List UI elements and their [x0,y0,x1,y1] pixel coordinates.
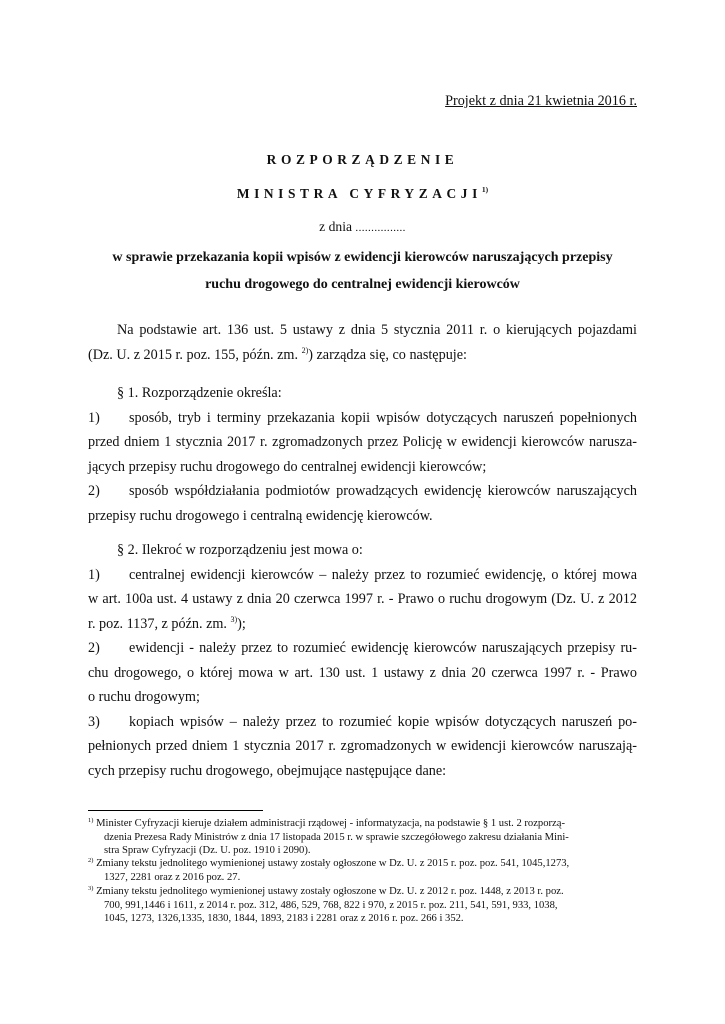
date-placeholder: ................ [355,222,406,234]
p1-item-1-line-2: przed dniem 1 stycznia 2017 r. zgromadzonych przez Policję w ewidencji kierowców narusza- [88,434,637,450]
paragraph-1-heading: § 1. Rozporządzenie określa: [117,385,282,401]
footnote-2-line-1 [88,857,637,871]
p2-item-1-text-b: ); [237,615,246,632]
footnote-3-text: Zmiany tekstu jednolitego wymienionej ustawy zostały ogłoszone w Dz. U. z 2012 r. poz. 1448, z 2013 r. poz. [96,886,564,897]
footnote-1-mark: 1) [88,817,94,824]
subject-line-1: w sprawie przekazania kopii wpisów z ewidencji kierowców naruszających przepisy [112,250,613,265]
p2-item-2-line-1 [88,636,637,661]
footnote-2-line-2: 1327, 2281 oraz z 2016 poz. 27. [104,871,241,883]
p1-item-1-line-1 [88,406,637,431]
p2-item-1-line-2: w art. 100a ust. 4 ustawy z dnia 20 czerwca 1997 r. - Prawo o ruchu drogowym (Dz. U. z 2012 [88,591,637,607]
draft-date: Projekt z dnia 21 kwietnia 2016 r. [445,93,637,109]
p2-item-1-number: 1) [88,566,100,583]
footnote-1-line-3: stra Spraw Cyfryzacji (Dz. U. poz. 1910 i 2090). [104,845,311,857]
date-label: z dnia [319,219,353,234]
footnote-3-mark: 3) [88,885,94,892]
footnote-1-line-2: dzenia Prezesa Rady Ministrów z dnia 17 listopada 2015 r. w sprawie szczegółowego zakresu działania Mini- [104,831,569,843]
issuing-authority [88,185,637,202]
preamble [88,318,637,367]
p1-item-1-text: sposób, tryb i terminy przekazania kopii wpisów dotyczących naruszeń popełnionych [129,409,637,426]
preamble-line-2 [88,343,637,368]
footnote-1-text: Minister Cyfryzacji kieruje działem administracji rządowej - informatyzacja, na podstawie § 1 ust. 2 rozporzą- [96,818,565,829]
paragraph-1 [88,381,637,528]
p2-item-2-line-3: o ruchu drogowym; [88,689,200,705]
p1-item-1-number: 1) [88,409,100,426]
footnote-3-line-2: 700, 991,1446 i 1611, z 2014 r. poz. 312, 486, 529, 768, 822 i 970, z 2015 r. poz. 211, 541, 591, 933, 1038, [104,899,558,911]
p1-item-2-text: sposób współdziałania podmiotów prowadzących ewidencję kierowców naruszających [129,483,637,499]
footnote-separator [88,810,263,811]
footnote-3-line-3: 1045, 1273, 1326,1335, 1830, 1844, 1893, 2183 i 2281 oraz z 2016 r. poz. 266 i 352. [104,913,464,925]
p1-item-2-line-2: przepisy ruchu drogowego i centralną ewidencję kierowców. [88,507,433,524]
footnote-2-text: Zmiany tekstu jednolitego wymienionej ustawy zostały ogłoszone w Dz. U. z 2015 r. poz. poz. 541, 1045,1273, [96,858,570,869]
p1-item-2-number: 2) [88,483,100,499]
footnote-1 [88,817,637,858]
p2-item-1-text-a: r. poz. 1137, z późn. zm. [88,615,227,632]
paragraph-2 [88,538,637,783]
preamble-text-b: ) zarządza się, co następuje: [308,346,467,363]
footnote-ref-1: 1) [481,185,489,194]
footnote-2 [88,857,637,884]
p2-item-3-line-1 [88,710,637,735]
preamble-text-a: (Dz. U. z 2015 r. poz. 155, późn. zm. [88,346,299,363]
p2-item-2-number: 2) [88,640,100,656]
footnote-2-mark: 2) [88,857,94,864]
regulation-title: ROZPORZĄDZENIE [266,152,459,167]
p2-item-2-text: ewidencji - należy przez to rozumieć ewidencję kierowców naruszających przepisy ru- [129,640,637,656]
footnote-ref-2: 2) [301,345,309,355]
p2-item-1-line-1 [88,563,637,588]
preamble-line-1: Na podstawie art. 136 ust. 5 ustawy z dnia 5 stycznia 2011 r. o kierujących pojazdami [117,322,637,338]
authority-name: MINISTRA CYFRYZACJI [236,186,482,201]
subject-line-2: ruchu drogowego do centralnej ewidencji kierowców [205,277,520,292]
p2-item-3-text: kopiach wpisów – należy przez to rozumieć kopie wpisów dotyczących naruszeń po- [129,713,637,730]
p2-item-3-line-3: cych przepisy ruchu drogowego, obejmujące następujące dane: [88,762,447,779]
p2-item-3-number: 3) [88,713,100,730]
p2-item-1-text: centralnej ewidencji kierowców – należy przez to rozumieć ewidencję, o której mowa [129,566,637,583]
p2-item-1-line-3 [88,612,637,637]
p1-item-1-line-3: jących przepisy ruchu drogowego do centralnej ewidencji kierowców; [88,458,487,475]
footnote-1-line-1 [88,817,637,831]
p2-item-2-line-2: chu drogowego, o której mowa w art. 130 ust. 1 ustawy z dnia 20 czerwca 1997 r. - Prawo [88,664,637,681]
footnote-3 [88,885,637,926]
p1-item-2-line-1 [88,479,637,504]
date-line [88,219,637,235]
paragraph-2-heading: § 2. Ilekroć w rozporządzeniu jest mowa o: [117,542,363,558]
p2-item-3-line-2: pełnionych przed dniem 1 stycznia 2017 r. zgromadzonych w ewidencji kierowców naruszają- [88,738,637,754]
footnote-3-line-1 [88,885,637,899]
footnote-ref-3: 3) [230,614,238,624]
